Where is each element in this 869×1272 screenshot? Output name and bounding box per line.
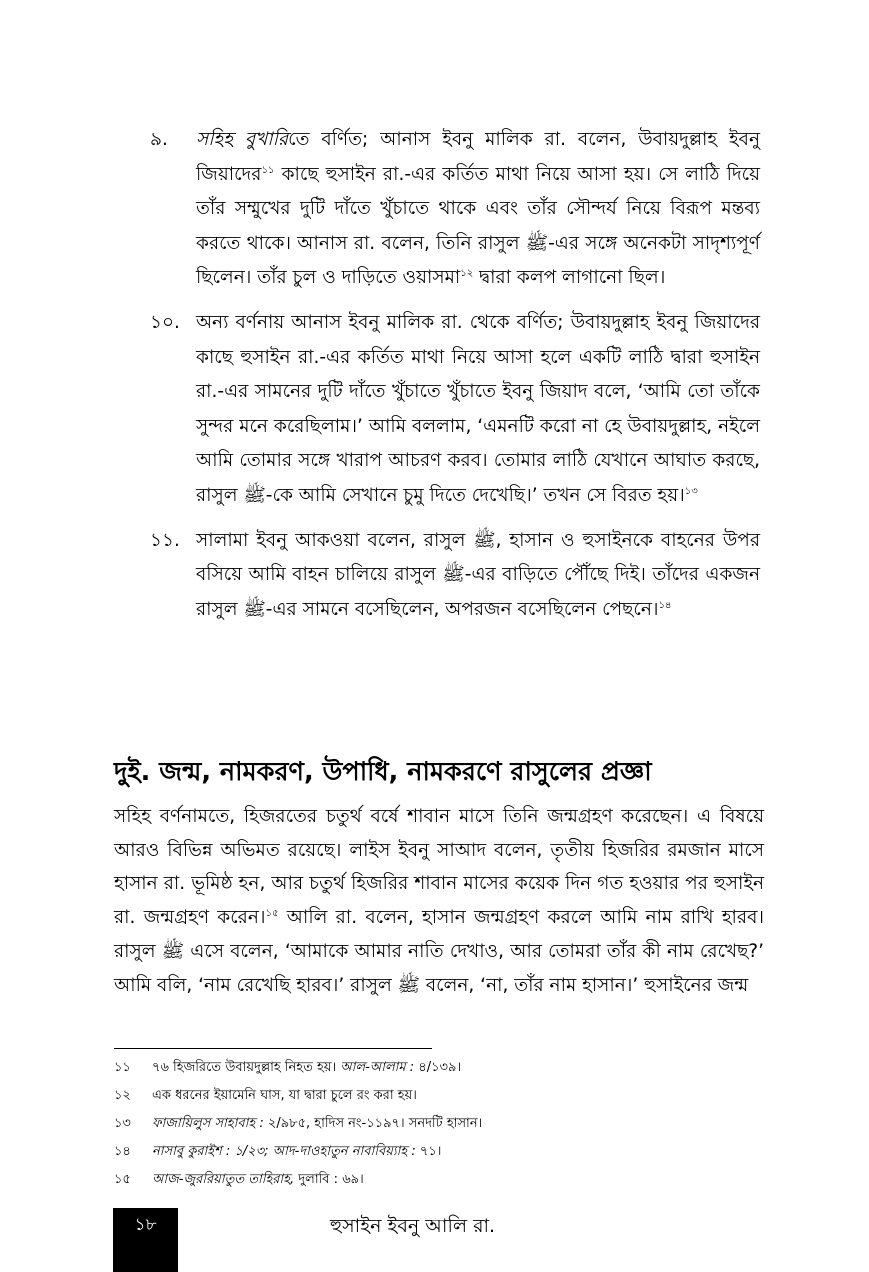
footnote [114, 1086, 764, 1106]
footnote [114, 1058, 764, 1078]
footnote [114, 1142, 764, 1162]
item-number: ১১. [150, 529, 180, 551]
footnote-number: ১২ [114, 1088, 131, 1103]
footnote-text: এক ধরনের ইয়ামেনি ঘাস, যা দ্বারা চুলে রং করা হয়। [152, 1088, 417, 1103]
running-title: হুসাইন ইবনু আলি রা. [330, 1215, 496, 1237]
narration-list [150, 123, 760, 637]
item-text: সালামা ইবনু আকওয়া বলেন, রাসুল ﷺ, হাসান ও হুসাইনকে বাহনের উপর বসিয়ে আমি বাহন চালিয়ে রাসুল ﷺ-এর বাড়িতে পৌঁছে দিই। তাঁদের একজন রাসুল ﷺ-এর সামনে বসেছিলেন, অপরজন বসেছিলেন পেছনে।$^{১৪}$ [196, 529, 760, 620]
footnote [114, 1114, 764, 1134]
footnote [114, 1170, 764, 1190]
list-item [150, 524, 760, 628]
footnote-ref: ১৫ [265, 907, 279, 919]
footnote-number: ১৫ [114, 1172, 131, 1187]
footnote-ref: ১৪ [658, 599, 672, 611]
list-item [150, 123, 760, 296]
page-number-box [113, 1208, 178, 1272]
footnote-ref: ১৩ [684, 485, 698, 497]
footnote-text: নাসাবু কুরাইশ : ১/২৩; আদ-দাওহাতুন নাবাবিয়্যাহ : ৭১। [152, 1144, 442, 1159]
item-number: ৯. [150, 129, 168, 150]
item-text: সহিহ বুখারিতে বর্ণিত; আনাস ইবনু মালিক রা. বলেন, উবায়দুল্লাহ ইবনু জিয়াদের$^{১১}$ কাছে হুসাইন রা.-এর কর্তিত মাথা নিয়ে আসা হয়। সে লাঠি দিয়ে তাঁর সম্মুখের দুটি দাঁতে খুঁচাতে থাকে এবং তাঁর সৌন্দর্য নিয়ে বিরূপ মন্তব্য করতে থাকে। আনাস রা. বলেন, তিনি রাসুল ﷺ-এর সঙ্গে অনেকটা সাদৃশ্যপূর্ণ ছিলেন। তাঁর চুল ও দাড়িতে ওয়াসমা$^{১২}$ দ্বারা কলপ লাগানো ছিল। [196, 129, 760, 289]
footnote-ref: ১১ [261, 164, 275, 176]
item-number: ১০. [150, 311, 180, 333]
item-text: অন্য বর্ণনায় আনাস ইবনু মালিক রা. থেকে বর্ণিত; উবায়দুল্লাহ ইবনু জিয়াদের কাছে হুসাইন রা.-এর কর্তিত মাথা নিয়ে আসা হলে একটি লাঠি দ্বারা হুসাইন রা.-এর সামনের দুটি দাঁতে খুঁচাতে খুঁচাতে ইবনু জিয়াদ বলে, ‘আমি তো তাঁকে সুন্দর মনে করেছিলাম।’ আমি বললাম, ‘এমনটি করো না হে উবায়দুল্লাহ, নইলে আমি তোমার সঙ্গে খারাপ আচরণ করব। তোমার লাঠি যেখানে আঘাত করছে, রাসুল ﷺ-কে আমি সেখানে চুমু দিতে দেখেছি।’ তখন সে বিরত হয়।$^{১৩}$ [196, 311, 760, 506]
page-number: ১৮ [134, 1215, 157, 1235]
footnote-divider [114, 1048, 432, 1049]
footnote-ref: ১২ [460, 268, 474, 280]
book-title: সহিহ বুখারি [196, 129, 289, 150]
footnote-text: আজ-জুররিয়াতুত তাহিরাহ, দুলাবি : ৬৯। [152, 1172, 364, 1187]
footnote-text: ৭৬ হিজরিতে উবায়দুল্লাহ নিহত হয়। আল-আলাম : ৪/১৩৯। [152, 1060, 462, 1075]
footnote-number: ১৪ [114, 1144, 131, 1159]
footnote-number: ১১ [114, 1060, 131, 1075]
footnote-number: ১৩ [114, 1116, 131, 1131]
footnote-text: ফাজায়িলুস সাহাবাহ : ২/৯৮৫, হাদিস নং-১১৯৭। সনদটি হাসান। [152, 1116, 483, 1131]
body-paragraph: সহিহ বর্ণনামতে, হিজরতের চতুর্থ বর্ষে শাবান মাসে তিনি জন্মগ্রহণ করেছেন। এ বিষয়ে আরও বিভিন্ন অভিমত রয়েছে। লাইস ইবনু সাআদ বলেন, তৃতীয় হিজরির রমজান মাসে হাসান রা. ভূমিষ্ঠ হন, আর চতুর্থ হিজরির শাবান মাসের কয়েক দিন গত হওয়ার পর হুসাইন রা. জন্মগ্রহণ করেন।$^{১৫}$ আলি রা. বলেন, হাসান জন্মগ্রহণ করলে আমি নাম রাখি হারব। রাসুল ﷺ এসে বলেন, ‘আমাকে আমার নাতি দেখাও, আর তোমরা তাঁর কী নাম রেখেছ?’ আমি বলি, ‘নাম রেখেছি হারব।’ রাসুল ﷺ বলেন, ‘না, তাঁর নাম হাসান।’ হুসাইনের জন্ম [114, 806, 764, 996]
section-heading: দুই. জন্ম, নামকরণ, উপাধি, নামকরণে রাসুলের প্রজ্ঞা [114, 757, 652, 787]
list-item [150, 306, 760, 514]
